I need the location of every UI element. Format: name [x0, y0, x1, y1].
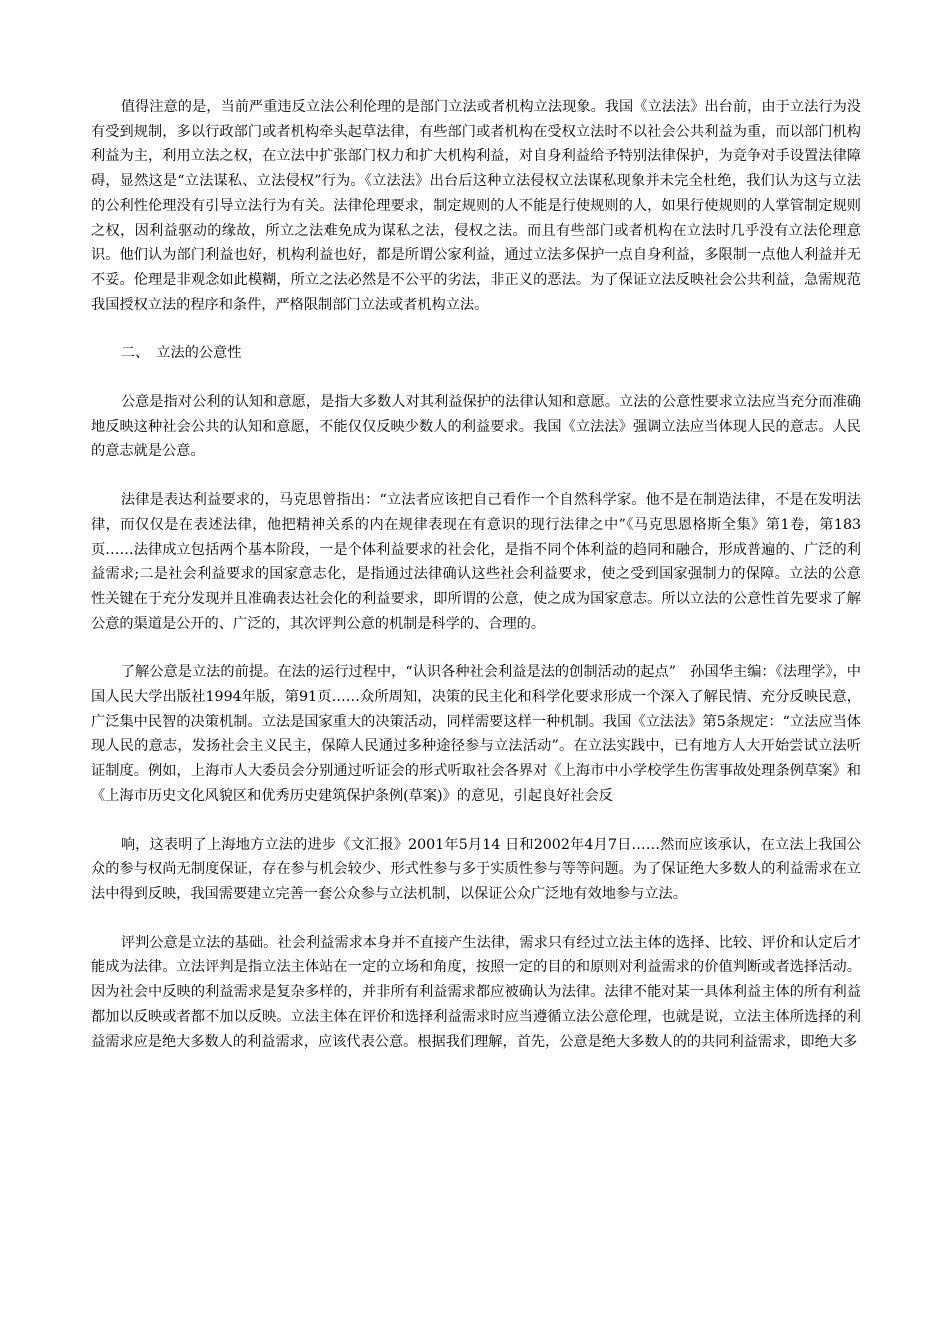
paragraph-public-will-definition: 公意是指对公利的认知和意愿，是指大多数人对其利益保护的法律认知和意愿。立法的公意性要求立法应当充分而准确地反映这种社会公共的认知和意愿，不能仅仅反映少数人的利益要求。我国《立法法》强调立法应当体现人民的意志。人民的意志就是公意。: [91, 394, 861, 460]
document-body: [91, 95, 861, 1078]
section-heading-public-will: 二、 立法的公意性: [120, 345, 242, 362]
paragraph-shanghai-legislation: 响，这表明了上海地方立法的进步《文汇报》2001年5月14 日和2002年4月7日……然而应该承认，在立法上我国公众的参与权尚无制度保证，存在参与机会较少、形式性参与多于实质性参与等等问题。为了保证绝大多数人的利益需求在立法中得到反映，我国需要建立完善一套公众参与立法机制，以保证公众广泛地有效地参与立法。: [91, 836, 861, 902]
paragraph-judging-public-will: 评判公意是立法的基础。社会利益需求本身并不直接产生法律，需求只有经过立法主体的选择、比较、评价和认定后才能成为法律。立法评判是指立法主体站在一定的立场和角度，按照一定的目的和原则对利益需求的价值判断或者选择活动。因为社会中反映的利益需求是复杂多样的，并非所有利益需求都应被确认为法律。法律不能对某一具体利益主体的所有利益都加以反映或者都不加以反映。立法主体在评价和选择利益需求时应当遵循立法公意伦理，也就是说，立法主体所选择的利益需求应是绝大多数人的利益需求，应该代表公意。根据我们理解，首先，公意是绝大多数人的的共同利益需求，即绝大多: [91, 934, 861, 1050]
paragraph-legislation-ethics: 值得注意的是，当前严重违反立法公利伦理的是部门立法或者机构立法现象。我国《立法法》出台前，由于立法行为没有受到规制，多以行政部门或者机构牵头起草法律，有些部门或者机构在受权立法时不以社会公共利益为重，而以部门机构利益为主，利用立法之权，在立法中扩张部门权力和扩大机构利益，对自身利益给予特别法律保护，为竞争对手设置法律障碍，显然这是“立法谋私、立法侵权”行为。《立法法》出台后这种立法侵权立法谋私现象并未完全杜绝，我们认为这与立法的公利性伦理没有引导立法行为有关。法律伦理要求，制定规则的人不能是行使规则的人，如果行使规则的人掌管制定规则之权，因利益驱动的缘故，所立之法难免成为谋私之法，侵权之法。而且有些部门或者机构在立法时几乎没有立法伦理意识。他们认为部门利益也好，机构利益也好，都是所谓公家利益，通过立法多保护一点自身利益，多限制一点他人利益并无不妥。伦理是非观念如此模糊，所立之法必然是不公平的劣法，非正义的恶法。为了保证立法反映社会公共利益，急需规范我国授权立法的程序和条件，严格限制部门立法或者机构立法。: [91, 99, 861, 313]
paragraph-law-expresses-interests: 法律是表达利益要求的，马克思曾指出：“立法者应该把自己看作一个自然科学家。他不是在制造法律，不是在发明法律，而仅仅是在表述法律，他把精神关系的内在规律表现在有意识的现行法律之中”《马克思恩格斯全集》第1卷，第183页……法律成立包括两个基本阶段，一是个体利益要求的社会化，是指不同个体利益的趋同和融合，形成普遍的、广泛的利益需求;二是社会利益要求的国家意志化，是指通过法律确认这些社会利益要求，使之受到国家强制力的保障。立法的公意性关键在于充分发现并且准确表达社会化的利益要求，即所谓的公意，使之成为国家意志。所以立法的公意性首先要求了解公意的渠道是公开的、广泛的，其次评判公意的机制是科学的、合理的。: [91, 492, 861, 632]
paragraph-understanding-public-will: 了解公意是立法的前提。在法的运行过程中，“认识各种社会利益是法的创制活动的起点” 孙国华主编：《法理学》，中国人民大学出版社1994年版，第91页……众所周知，决策的民主化和科学化要求形成一个深入了解民情、充分反映民意，广泛集中民智的决策机制。立法是国家重大的决策活动，同样需要这样一种机制。我国《立法法》第5条规定：“立法应当体现人民的意志，发扬社会主义民主，保障人民通过多种途径参与立法活动”。在立法实践中，已有地方人大开始尝试立法听证制度。例如，上海市人大委员会分别通过听证会的形式听取社会各界对《上海市中小学校学生伤害事故处理条例草案》和《上海市历史文化风貌区和优秀历史建筑保护条例(草案)》的意见，引起良好社会反: [91, 664, 861, 804]
